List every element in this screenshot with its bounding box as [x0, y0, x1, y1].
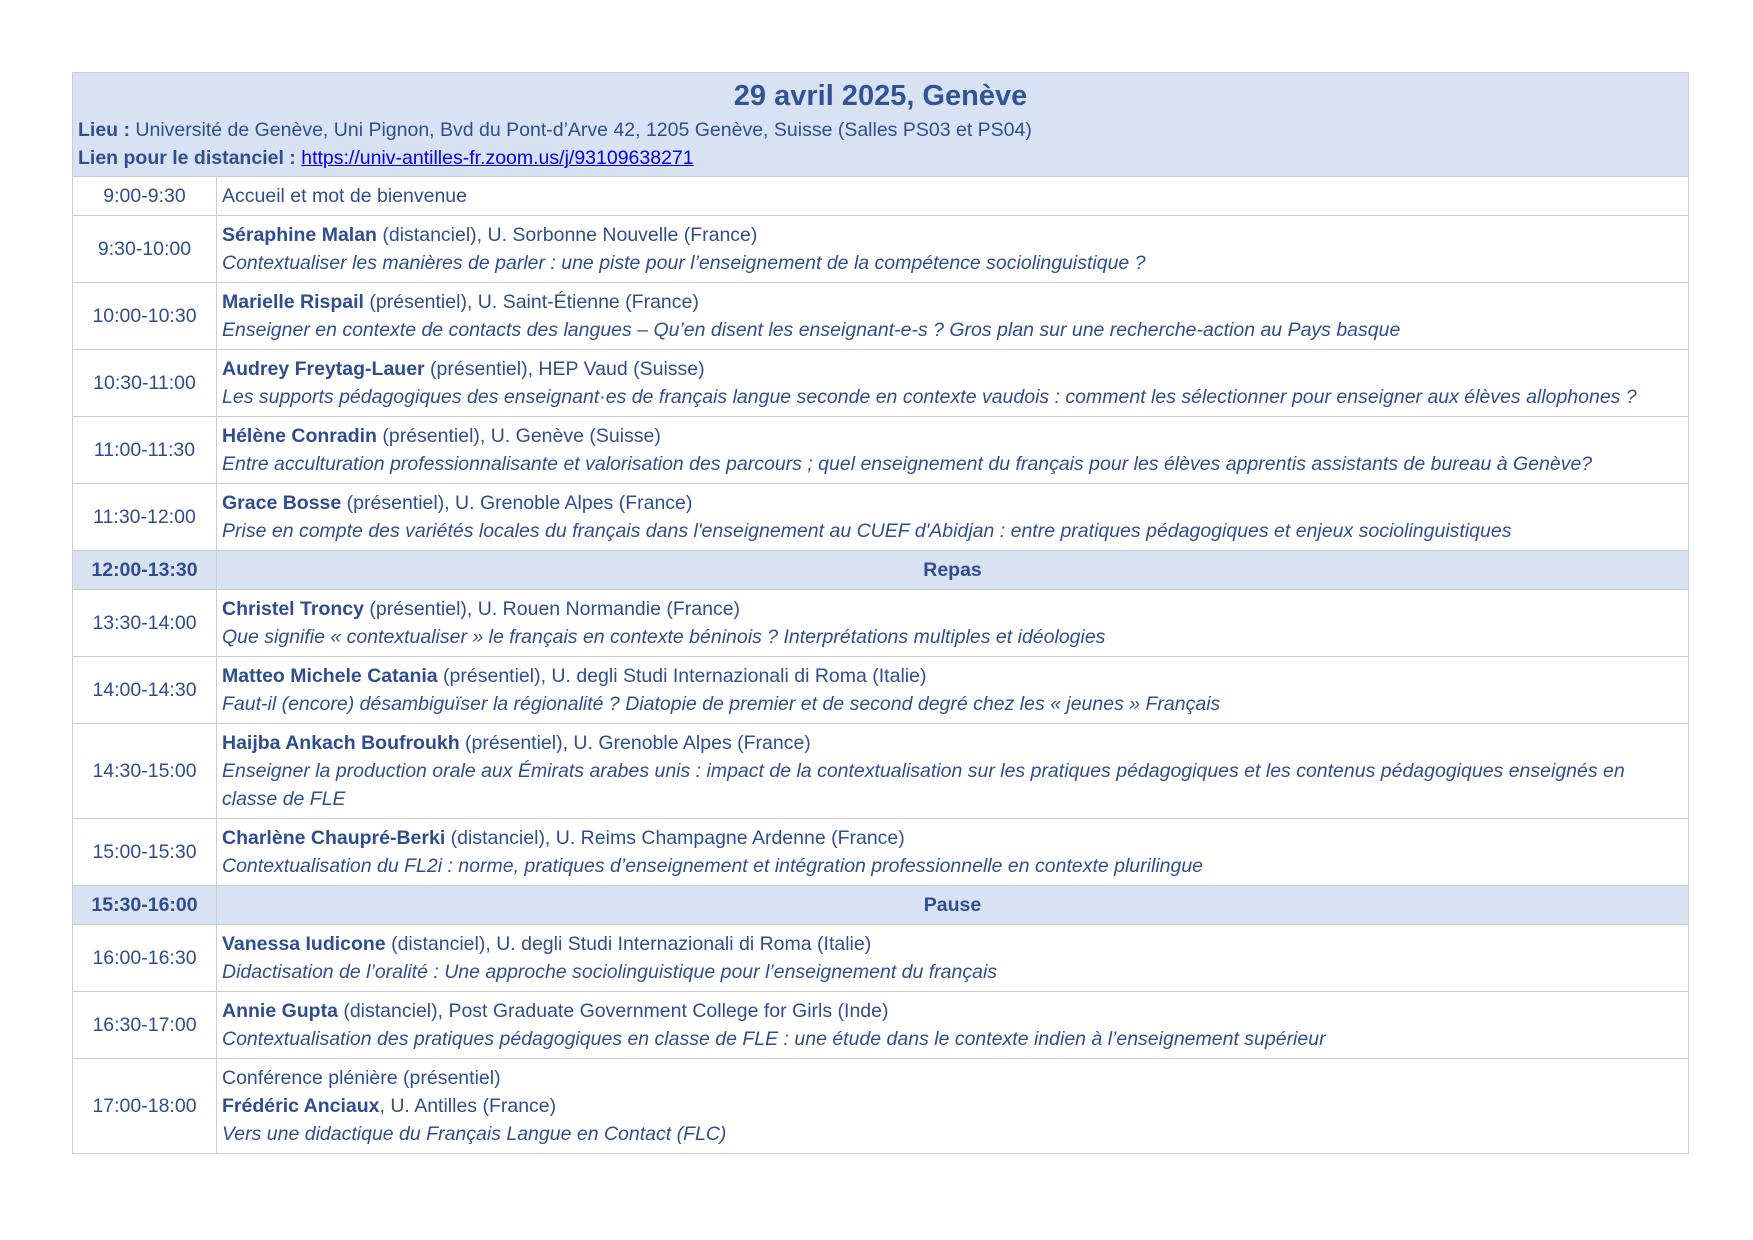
talk-title: Enseigner la production orale aux Émirats arabes unis : impact de la contextualisation sur les pratiques pédagogiques et les contenus pédagogiques enseignés en classe de FLE [222, 760, 1625, 810]
session-intro: Accueil et mot de bienvenue [222, 185, 467, 207]
speaker-affiliation: (distanciel), Post Graduate Government College for Girls (Inde) [337, 1000, 889, 1022]
session-time: 9:30-10:00 [73, 216, 217, 283]
speaker-line [222, 824, 1683, 852]
speaker-affiliation: (distanciel), U. Reims Champagne Ardenne (France) [445, 827, 905, 849]
session-content [217, 177, 1689, 216]
speaker-affiliation: (présentiel), U. Genève (Suisse) [376, 425, 661, 447]
speaker-affiliation: (présentiel), U. Saint-Étienne (France) [363, 291, 699, 313]
remote-link-label: Lien pour le distanciel : [78, 147, 296, 169]
remote-link-line [78, 144, 1683, 172]
session-row [73, 992, 1689, 1059]
page-title: 29 avril 2025, Genève [733, 80, 1028, 112]
session-content [217, 216, 1689, 283]
session-time: 15:00-15:30 [73, 819, 217, 886]
zoom-link[interactable]: https://univ-antilles-fr.zoom.us/j/93109638271 [301, 147, 694, 169]
session-content [217, 484, 1689, 551]
speaker-name: Annie Gupta [222, 1000, 338, 1022]
speaker-line [222, 489, 1683, 517]
talk-title: Didactisation de l’oralité : Une approche sociolinguistique pour l’enseignement du français [222, 961, 998, 983]
talk-title: Les supports pédagogiques des enseignant·es de français langue seconde en contexte vaudois : comment les sélectionner pour enseigner aux élèves allophones ? [222, 386, 1637, 408]
session-time: 11:00-11:30 [73, 417, 217, 484]
speaker-line [222, 997, 1683, 1025]
speaker-line [222, 729, 1683, 757]
session-row [73, 657, 1689, 724]
session-row [73, 484, 1689, 551]
talk-title: Que signifie « contextualiser » le français en contexte béninois ? Interprétations multiples et idéologies [222, 626, 1106, 648]
session-content [217, 724, 1689, 819]
program-header [73, 73, 1689, 177]
session-time: 14:30-15:00 [73, 724, 217, 819]
session-time: 15:30-16:00 [73, 886, 217, 925]
session-content [217, 657, 1689, 724]
speaker-line [222, 595, 1683, 623]
speaker-line [222, 221, 1683, 249]
speaker-affiliation: (présentiel), U. Grenoble Alpes (France) [459, 732, 811, 754]
break-row [73, 551, 1689, 590]
speaker-name: Hélène Conradin [222, 425, 377, 447]
speaker-name: Séraphine Malan [222, 224, 377, 246]
speaker-name: Vanessa Iudicone [222, 933, 386, 955]
speaker-line [222, 288, 1683, 316]
venue-line [78, 116, 1683, 144]
talk-title: Vers une didactique du Français Langue en Contact (FLC) [222, 1123, 727, 1145]
speaker-affiliation: (distanciel), U. Sorbonne Nouvelle (France) [376, 224, 758, 246]
venue-label: Lieu : [78, 119, 130, 141]
speaker-affiliation: (présentiel), U. Rouen Normandie (France) [363, 598, 741, 620]
break-label: Pause [217, 886, 1689, 925]
session-row [73, 417, 1689, 484]
speaker-name: Marielle Rispail [222, 291, 364, 313]
session-time: 12:00-13:30 [73, 551, 217, 590]
session-intro: Conférence plénière (présentiel) [222, 1067, 501, 1089]
session-time: 10:30-11:00 [73, 350, 217, 417]
program-table [72, 72, 1689, 1154]
session-row [73, 724, 1689, 819]
speaker-line [222, 355, 1683, 383]
session-row [73, 216, 1689, 283]
talk-title: Entre acculturation professionnalisante et valorisation des parcours ; quel enseignement du français pour les élèves apprentis assistants de bureau à Genève? [222, 453, 1593, 475]
session-row [73, 925, 1689, 992]
session-row [73, 350, 1689, 417]
session-row [73, 177, 1689, 216]
venue-value: Université de Genève, Uni Pignon, Bvd du Pont-d’Arve 42, 1205 Genève, Suisse (Salles PS03 et PS04) [130, 119, 1032, 141]
session-row [73, 283, 1689, 350]
program-page [72, 72, 1688, 1154]
talk-title: Contextualiser les manières de parler : une piste pour l’enseignement de la compétence sociolinguistique ? [222, 252, 1146, 274]
session-content [217, 590, 1689, 657]
speaker-line [222, 662, 1683, 690]
talk-title: Faut-il (encore) désambiguïser la régionalité ? Diatopie de premier et de second degré chez les « jeunes » Français [222, 693, 1221, 715]
break-label: Repas [217, 551, 1689, 590]
talk-title: Enseigner en contexte de contacts des langues – Qu’en disent les enseignant-e-s ? Gros plan sur une recherche-action au Pays basque [222, 319, 1401, 341]
session-content [217, 350, 1689, 417]
session-time: 9:00-9:30 [73, 177, 217, 216]
session-content [217, 925, 1689, 992]
session-row [73, 819, 1689, 886]
session-time: 11:30-12:00 [73, 484, 217, 551]
speaker-line [222, 930, 1683, 958]
speaker-line [222, 1092, 1683, 1120]
speaker-affiliation: (présentiel), HEP Vaud (Suisse) [424, 358, 705, 380]
speaker-name: Frédéric Anciaux [222, 1095, 380, 1117]
session-time: 13:30-14:00 [73, 590, 217, 657]
session-time: 14:00-14:30 [73, 657, 217, 724]
session-time: 10:00-10:30 [73, 283, 217, 350]
speaker-affiliation: (présentiel), U. degli Studi Internazionali di Roma (Italie) [437, 665, 927, 687]
speaker-affiliation: (distanciel), U. degli Studi Internazionali di Roma (Italie) [385, 933, 872, 955]
break-row [73, 886, 1689, 925]
session-row [73, 1059, 1689, 1154]
speaker-name: Audrey Freytag-Lauer [222, 358, 425, 380]
speaker-name: Matteo Michele Catania [222, 665, 438, 687]
program-header-row [73, 73, 1689, 177]
session-content [217, 417, 1689, 484]
speaker-affiliation: (présentiel), U. Grenoble Alpes (France) [341, 492, 693, 514]
session-time: 16:30-17:00 [73, 992, 217, 1059]
speaker-name: Grace Bosse [222, 492, 342, 514]
speaker-name: Charlène Chaupré-Berki [222, 827, 446, 849]
talk-title: Prise en compte des variétés locales du français dans l'enseignement au CUEF d'Abidjan : entre pratiques pédagogiques et enjeux sociolinguistiques [222, 520, 1512, 542]
session-content [217, 819, 1689, 886]
session-time: 17:00-18:00 [73, 1059, 217, 1154]
session-content [217, 283, 1689, 350]
talk-title: Contextualisation du FL2i : norme, pratiques d’enseignement et intégration professionnelle en contexte plurilingue [222, 855, 1204, 877]
talk-title: Contextualisation des pratiques pédagogiques en classe de FLE : une étude dans le contexte indien à l’enseignement supérieur [222, 1028, 1326, 1050]
session-content [217, 1059, 1689, 1154]
speaker-name: Haijba Ankach Boufroukh [222, 732, 460, 754]
session-row [73, 590, 1689, 657]
session-content [217, 992, 1689, 1059]
session-time: 16:00-16:30 [73, 925, 217, 992]
speaker-affiliation: , U. Antilles (France) [379, 1095, 557, 1117]
speaker-line [222, 422, 1683, 450]
speaker-name: Christel Troncy [222, 598, 364, 620]
